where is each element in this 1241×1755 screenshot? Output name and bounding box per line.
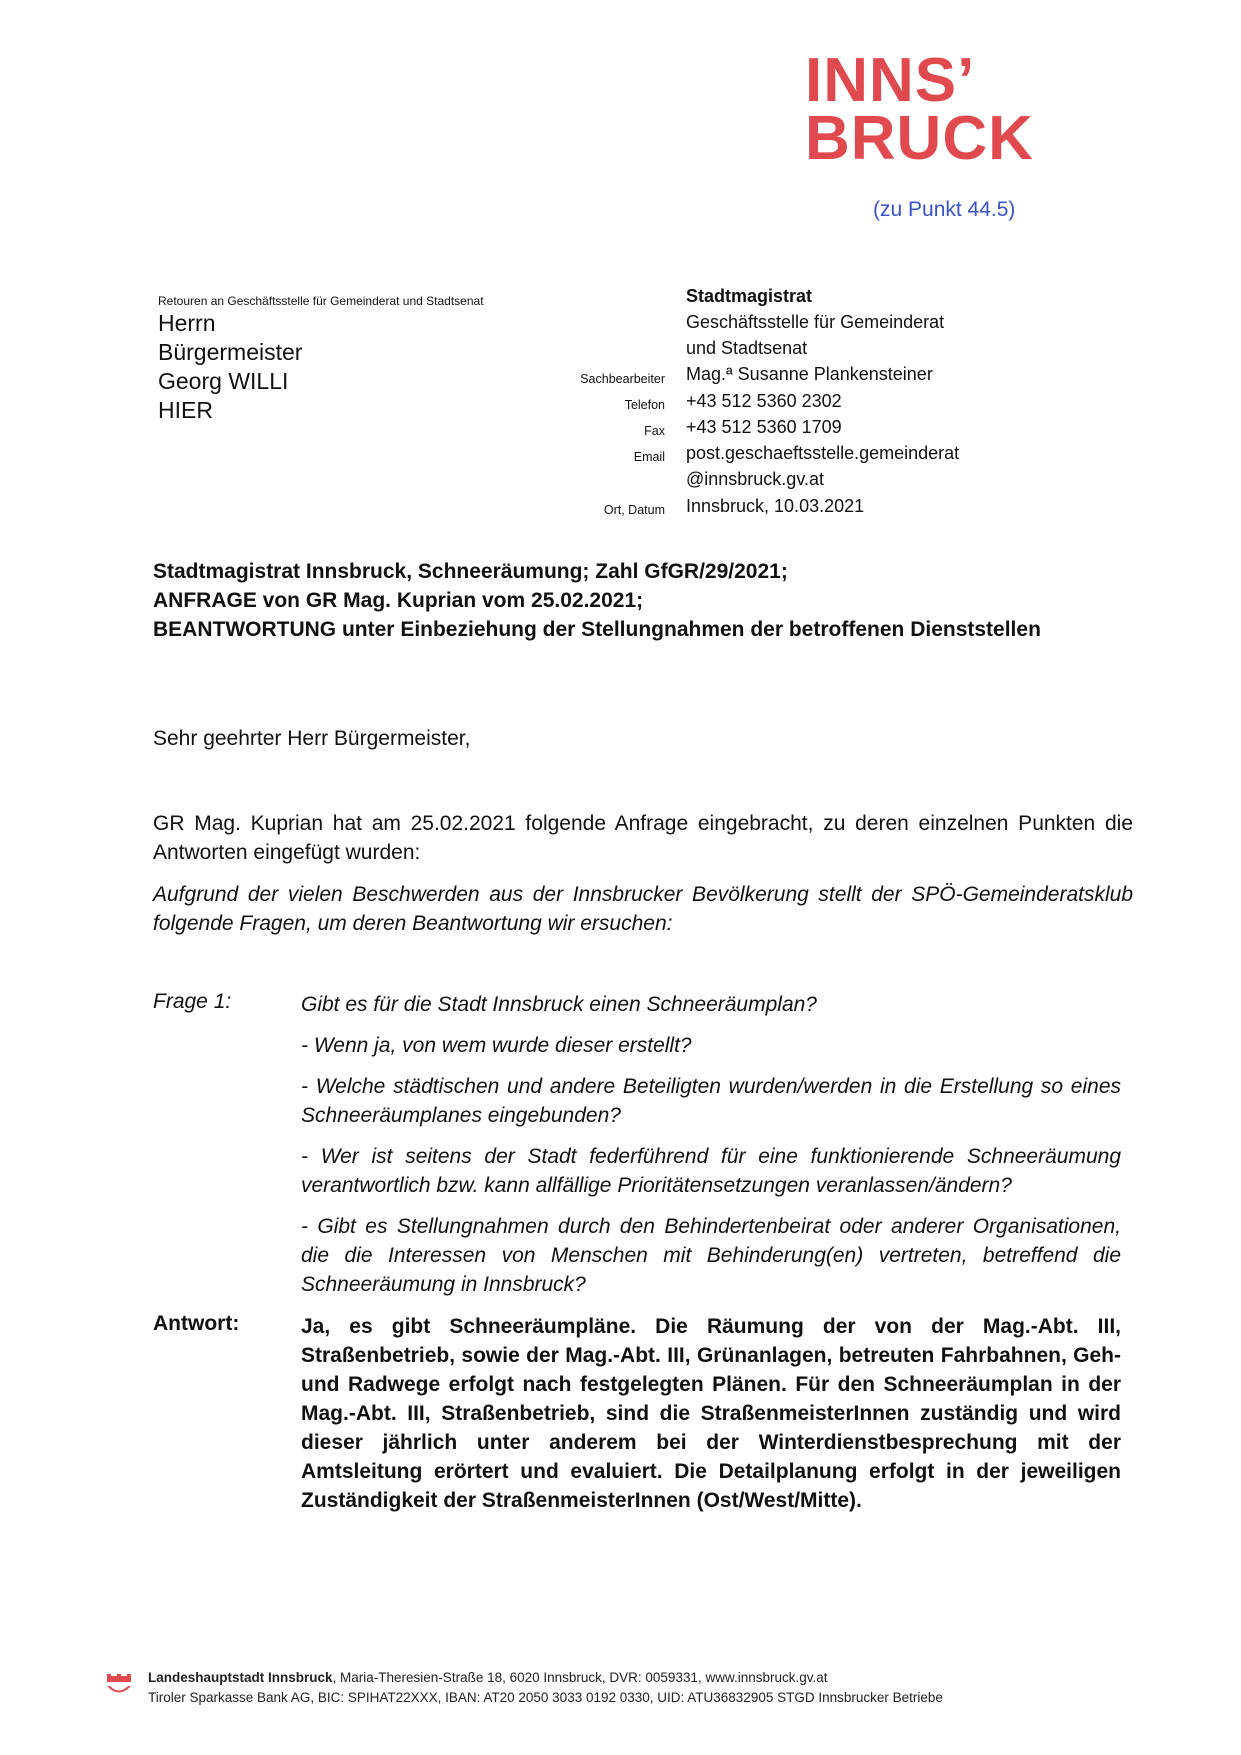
intro-paragraph: GR Mag. Kuprian hat am 25.02.2021 folgende Anfrage eingebracht, zu deren einzelnen Punkten die Antworten eingefügt wurden: xyxy=(153,812,1133,864)
subject-line: Stadtmagistrat Innsbruck, Schneeräumung; Zahl GfGR/29/2021; xyxy=(153,560,788,583)
salutation: Sehr geehrter Herr Bürgermeister, xyxy=(153,727,471,750)
subject-line: BEANTWORTUNG unter Einbeziehung der Stellungnahmen der betroffenen Dienststellen xyxy=(153,618,1041,641)
recipient-line: HIER xyxy=(158,397,213,423)
date-value: Innsbruck, 10.03.2021 xyxy=(686,496,865,516)
footer-org: Landeshauptstadt Innsbruck xyxy=(148,1670,333,1685)
question-sub: - Wenn ja, von wem wurde dieser erstellt? xyxy=(301,1034,692,1057)
recipient-line: Bürgermeister xyxy=(158,339,303,365)
recipient-line: Herrn xyxy=(158,310,216,336)
question-label: Frage 1: xyxy=(153,990,232,1013)
email-value-line2: @innsbruck.gv.at xyxy=(686,469,824,489)
subject-line: ANFRAGE von GR Mag. Kuprian vom 25.02.2021; xyxy=(153,589,644,612)
email-value-line1: post.geschaeftsstelle.gemeinderat xyxy=(686,443,960,463)
agenda-reference: (zu Punkt 44.5) xyxy=(873,198,1016,221)
footer-address: , Maria-Theresien-Straße 18, 6020 Innsbruck, DVR: 0059331, www.innsbruck.gv.at xyxy=(332,1670,828,1685)
phone-value: +43 512 5360 2302 xyxy=(686,391,842,411)
date-label: Ort, Datum xyxy=(603,503,665,517)
question-sub: - Welche städtischen und andere Beteiligten wurden/werden in die Erstellung so eines Schneeräumplanes eingebunden? xyxy=(301,1075,1121,1127)
answer-label: Antwort: xyxy=(153,1312,240,1335)
preamble-paragraph: Aufgrund der vielen Beschwerden aus der Innsbrucker Bevölkerung stellt der SPÖ-Gemeinderatsklub folgende Fragen, um deren Beantwortung wir ersuchen: xyxy=(153,883,1133,935)
subject xyxy=(153,557,1133,644)
innsbruck-logo xyxy=(805,46,1065,173)
clerk-value: Mag.ª Susanne Plankensteiner xyxy=(686,364,933,384)
sender-office: Stadtmagistrat xyxy=(686,286,813,306)
question-sub: - Gibt es Stellungnahmen durch den Behindertenbeirat oder anderer Organisationen, die die Interessen von Menschen mit Behinderung(en) vertreten, betreffend die Schneeräumung in Innsbruck? xyxy=(301,1215,1121,1296)
city-coat-of-arms-icon xyxy=(104,1671,134,1701)
return-address: Retouren an Geschäftsstelle für Gemeinderat und Stadtsenat xyxy=(158,294,484,308)
clerk-label: Sachbearbeiter xyxy=(580,372,665,386)
footer-line-2: Tiroler Sparkasse Bank AG, BIC: SPIHAT22XXX, IBAN: AT20 2050 3033 0192 0330, UID: ATU36832905 STGD Innsbrucker Betriebe xyxy=(148,1690,943,1705)
fax-label: Fax xyxy=(644,424,665,438)
logo-line-2: BRUCK xyxy=(805,104,1034,173)
question-main: Gibt es für die Stadt Innsbruck einen Schneeräumplan? xyxy=(301,993,817,1016)
logo-line-1: INNS’ xyxy=(805,46,976,115)
question-sub: - Wer ist seitens der Stadt federführend für eine funktionierende Schneeräumung verantwortlich bzw. kann allfällige Prioritätensetzungen veranlassen/ändern? xyxy=(301,1145,1121,1197)
answer-1-text: Ja, es gibt Schneeräumpläne. Die Räumung der von der Mag.-Abt. III, Straßenbetrieb, sowie der Mag.-Abt. III, Grünanlagen, betreuten Fahrbahnen, Geh- und Radwege erfolgt nach festgelegten Plänen. Für den Schneeräumplan in der Mag.-Abt. III, Straßenbetrieb, sind die StraßenmeisterInnen zuständig und wird dieser jährlich unter anderem bei der Winterdienstbesprechung mit der Amtsleitung erörtert und evaluiert. Die Detailplanung erfolgt in der jeweiligen Zuständigkeit der StraßenmeisterInnen (Ost/West/Mitte). xyxy=(301,1315,1121,1512)
phone-label: Telefon xyxy=(624,398,665,412)
footer-line-1 xyxy=(148,1668,943,1688)
recipient-address xyxy=(158,309,302,425)
recipient-line: Georg WILLI xyxy=(158,368,289,394)
sender-department-line1: Geschäftsstelle für Gemeinderat xyxy=(686,312,945,332)
footer xyxy=(148,1668,943,1708)
question-1 xyxy=(301,990,1121,1311)
email-label: Email xyxy=(633,450,665,464)
sender-department-line2: und Stadtsenat xyxy=(686,338,808,358)
fax-value: +43 512 5360 1709 xyxy=(686,417,842,437)
